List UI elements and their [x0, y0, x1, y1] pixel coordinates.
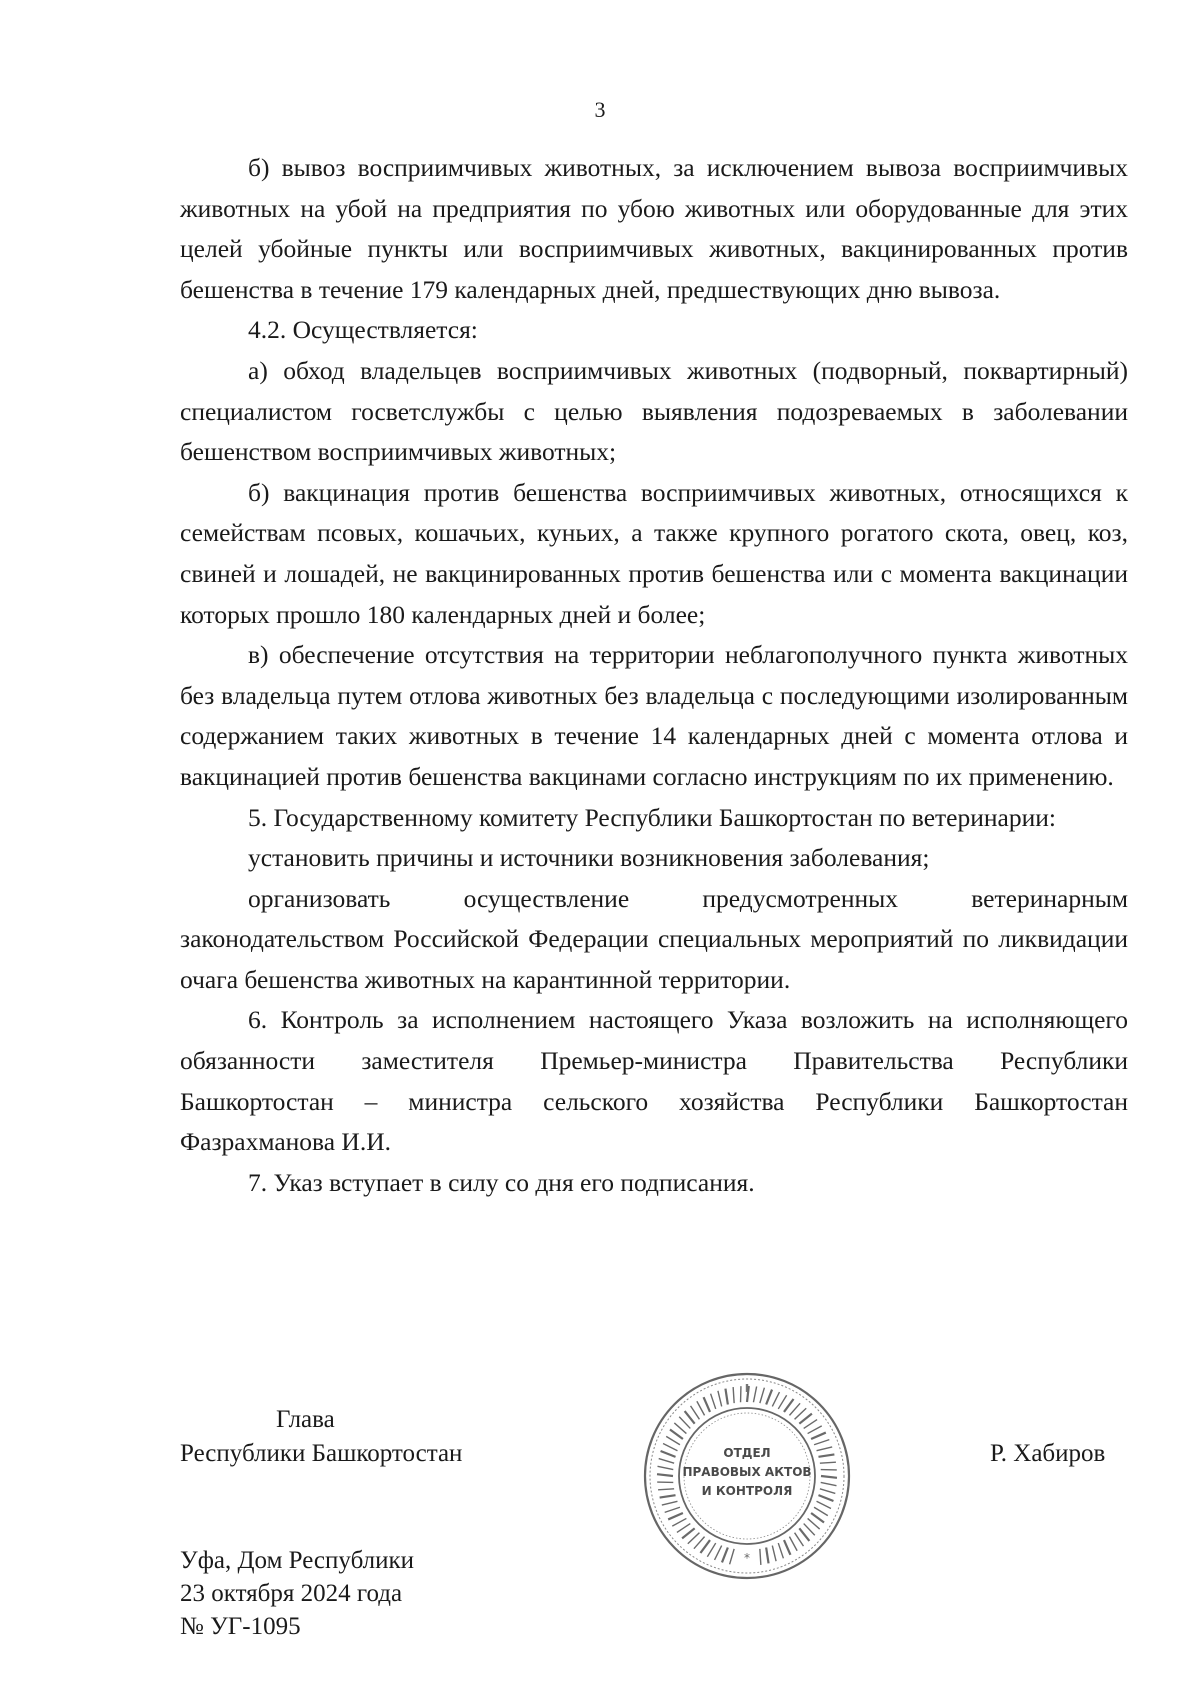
paragraph: в) обеспечение отсутствия на территории неблагополучного пункта животных без владельца путем отлова животных без владельца с последующими изолированным содержанием таких животных в течение 14 календарных дней с момента отлова и вакцинацией против бешенства вакцинами согласно инструкциям по их применению.: [180, 640, 1128, 791]
seal-lettering-mark: [778, 1543, 783, 1558]
seal-lettering-mark: [688, 1533, 700, 1544]
paragraph: 5. Государственному комитету Республики Башкортостан по ветеринарии:: [248, 802, 1056, 832]
seal-lettering-mark: [760, 1549, 761, 1565]
seal-lettering-mark: [715, 1546, 722, 1560]
seal-lettering-mark: [718, 1391, 722, 1407]
seal-lettering-mark: [811, 1513, 824, 1523]
place-line: Уфа, Дом Республики: [180, 1547, 415, 1574]
seal-lettering-mark: [766, 1547, 768, 1563]
seal-lettering-mark: [772, 1546, 776, 1562]
seal-lettering-mark: [691, 1406, 700, 1419]
seal-lettering-mark: [722, 1547, 728, 1562]
seal-lettering-mark: [795, 1533, 804, 1546]
seal-lettering-mark: [808, 1518, 820, 1529]
seal-lettering-mark: [811, 1433, 826, 1439]
seal-text-line3: И КОНТРОЛЯ: [701, 1484, 793, 1498]
paragraph: установить причины и источники возникновения заболевания;: [248, 843, 930, 873]
seal-lettering-mark: [789, 1403, 800, 1415]
seal-lettering-mark: [672, 1518, 686, 1526]
seal-lettering-mark: [677, 1524, 690, 1533]
seal-lettering-mark: [778, 1395, 786, 1409]
seal-lettering-mark: [730, 1549, 735, 1564]
paragraph: 7. Указ вступает в силу со дня его подписания.: [248, 1167, 755, 1197]
document-number: № УГ-1095: [180, 1613, 301, 1640]
seal-lettering-mark: [789, 1537, 797, 1551]
place-date-number: [180, 1544, 414, 1643]
seal-lettering-mark: [753, 1387, 756, 1403]
seal-lettering-mark: [665, 1507, 680, 1512]
seal-lettering-mark: [814, 1507, 828, 1515]
seal-lettering-mark: [760, 1388, 765, 1403]
seal-text-line1: ОТДЕЛ: [723, 1446, 771, 1460]
seal-lettering-mark: [670, 1429, 683, 1439]
seal-lettering-mark: [799, 1414, 812, 1424]
seal-lettering-mark: [799, 1528, 809, 1541]
seal-text-line2: ПРАВОВЫХ АКТОВ: [682, 1465, 812, 1479]
official-seal: [641, 1370, 853, 1582]
page-number: 3: [594, 97, 606, 122]
paragraph: организовать осуществление предусмотренных ветеринарным законодательством Российской Федерации специальных мероприятий по ликвидации очага бешенства животных на карантинной территории.: [180, 883, 1128, 994]
seal-lettering-mark: [784, 1540, 790, 1555]
seal-lettering-mark: [697, 1401, 705, 1415]
seal-lettering-mark: [817, 1501, 831, 1508]
seal-lettering-mark: [733, 1387, 734, 1403]
seal-lettering-mark: [808, 1426, 822, 1434]
seal-lettering-mark: [700, 1540, 710, 1553]
seal-lettering-mark: [682, 1528, 695, 1538]
seal-lettering-mark: [707, 1543, 715, 1557]
seal-lettering-mark: [668, 1513, 683, 1519]
seal-lettering-mark: [704, 1397, 710, 1412]
seal-lettering-mark: [766, 1390, 772, 1405]
seal-lettering-mark: [784, 1399, 794, 1412]
signatory-title-line2: Республики Башкортостан: [180, 1440, 463, 1467]
paragraph: а) обход владельцев восприимчивых животных (подворный, поквартирный) специалистом госветслужбы с целью выявления подозреваемых в заболевании бешенством восприимчивых животных;: [180, 355, 1128, 467]
seal-lettering-mark: [662, 1501, 678, 1505]
seal-lettering-mark: [685, 1411, 695, 1424]
seal-lettering-mark: [674, 1423, 686, 1434]
document-date: 23 октября 2024 года: [180, 1580, 403, 1607]
seal-lettering-mark: [711, 1394, 716, 1409]
seal-lettering-mark: [679, 1417, 690, 1429]
signatory-title-line1: Глава: [276, 1406, 335, 1433]
seal-lettering-mark: [772, 1392, 779, 1406]
seal-lettering-mark: [804, 1420, 817, 1429]
document-body: [180, 148, 1128, 1203]
paragraph: 4.2. Осуществляется:: [248, 315, 478, 345]
seal-lettering-mark: [804, 1524, 815, 1536]
paragraph: 6. Контроль за исполнением настоящего Указа возложить на исполняющего обязанности заместителя Премьер-министра Правительства Республики Башкортостан – министра сельского хозяйства Республики Башкортостан Фазрахманова И.И.: [180, 1005, 1128, 1157]
seal-lettering-mark: [795, 1408, 807, 1419]
seal-lettering-mark: [694, 1537, 705, 1549]
svg-text:*: *: [744, 1551, 750, 1565]
seal-center-text: [641, 1444, 853, 1501]
signatory-title: [180, 1403, 462, 1471]
seal-lettering-mark: [725, 1389, 727, 1405]
paragraph: б) вакцинация против бешенства восприимчивых животных, относящихся к семействам псовых, кошачьих, куньих, а также крупного рогатого скота, овец, коз, свиней и лошадей, не вакцинированных против бешенства или с момента вакцинации которых прошло 180 календарных дней и более;: [180, 477, 1128, 629]
signatory-name: Р. Хабиров: [990, 1440, 1106, 1467]
paragraph: б) вывоз восприимчивых животных, за исключением вывоза восприимчивых животных на убой на предприятия по убою животных или оборудованные для этих целей убойные пункты или восприимчивых животных, вакцинированных против бешенства в течение 179 календарных дней, предшествующих дню вывоза.: [180, 153, 1128, 304]
